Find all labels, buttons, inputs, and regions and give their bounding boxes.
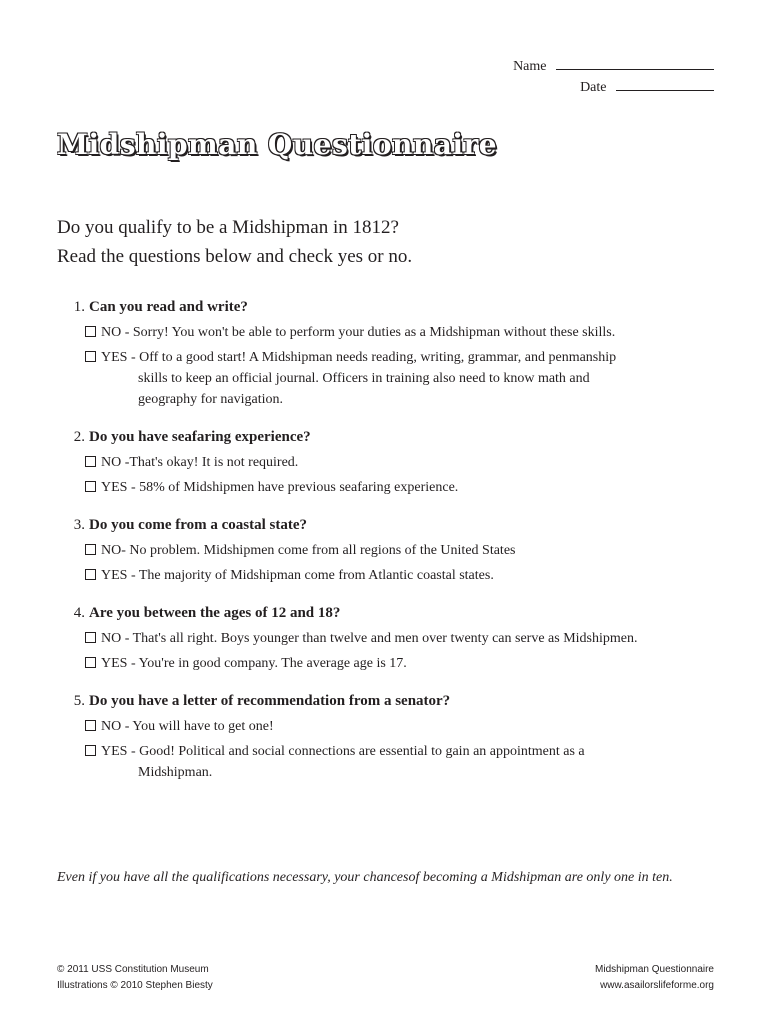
- question-item: [57, 690, 727, 783]
- copyright-line: © 2011 USS Constitution Museum: [57, 964, 209, 975]
- question-text: Do you have seafaring experience?: [89, 429, 311, 445]
- closing-note: Even if you have all the qualifications necessary, your chancesof becoming a Midshipman are only one in ten.: [57, 870, 673, 885]
- question-number: 1.: [73, 299, 85, 315]
- date-label: Date: [580, 80, 607, 95]
- date-field[interactable]: [616, 78, 714, 91]
- website-link[interactable]: www.asailorslifeforme.org: [600, 980, 714, 991]
- question-text: Do you have a letter of recommendation from a senator?: [89, 693, 451, 709]
- intro-line-1: Do you qualify to be a Midshipman in 1812?: [57, 217, 399, 238]
- option-text: YES - 58% of Midshipmen have previous seafaring experience.: [101, 480, 459, 495]
- option-yes: [57, 565, 727, 586]
- option-no: [57, 540, 727, 561]
- option-text: NO -That's okay! It is not required.: [101, 455, 299, 470]
- question-number: 3.: [73, 517, 85, 533]
- illustrations-credit: Illustrations © 2010 Stephen Biesty: [57, 980, 213, 991]
- option-text: NO - That's all right. Boys younger than twelve and men over twenty can serve as Midshipmen.: [101, 631, 638, 646]
- checkbox[interactable]: [85, 326, 96, 337]
- option-text: YES - The majority of Midshipman come from Atlantic coastal states.: [101, 568, 494, 583]
- option-text-line: YES - Off to a good start! A Midshipman needs reading, writing, grammar, and penmanship: [101, 350, 617, 365]
- name-row: [513, 56, 714, 77]
- option-no: [57, 628, 727, 649]
- checkbox[interactable]: [85, 481, 96, 492]
- question-heading: [57, 602, 727, 624]
- option-yes: [57, 347, 727, 410]
- question-heading: [57, 296, 727, 318]
- checkbox[interactable]: [85, 351, 96, 362]
- question-number: 5.: [73, 693, 85, 709]
- checkbox[interactable]: [85, 745, 96, 756]
- name-label: Name: [513, 59, 547, 74]
- date-row: [513, 77, 714, 98]
- option-text-line: YES - Good! Political and social connections are essential to gain an appointment as a: [101, 744, 585, 759]
- option-no: [57, 322, 727, 343]
- option-text: [101, 741, 727, 783]
- option-text: NO - You will have to get one!: [101, 719, 274, 734]
- name-field[interactable]: [556, 57, 714, 70]
- footer-right: [595, 962, 714, 994]
- checkbox[interactable]: [85, 720, 96, 731]
- question-heading: [57, 514, 727, 536]
- option-yes: [57, 741, 727, 783]
- option-yes: [57, 653, 727, 674]
- question-number: 2.: [73, 429, 85, 445]
- option-yes: [57, 477, 727, 498]
- checkbox[interactable]: [85, 632, 96, 643]
- option-no: [57, 716, 727, 737]
- option-text: [101, 347, 727, 410]
- question-item: [57, 514, 727, 586]
- checkbox[interactable]: [85, 657, 96, 668]
- option-text: NO - Sorry! You won't be able to perform your duties as a Midshipman without these skills.: [101, 325, 616, 340]
- question-heading: [57, 690, 727, 712]
- footer-left: [57, 962, 213, 994]
- option-no: [57, 452, 727, 473]
- checkbox[interactable]: [85, 544, 96, 555]
- question-text: Are you between the ages of 12 and 18?: [89, 605, 341, 621]
- checkbox[interactable]: [85, 569, 96, 580]
- question-number: 4.: [73, 605, 85, 621]
- question-list: [57, 296, 727, 799]
- name-date-block: [513, 56, 714, 98]
- intro-line-2: Read the questions below and check yes or no.: [57, 246, 413, 267]
- option-text: YES - You're in good company. The average age is 17.: [101, 656, 407, 671]
- footer-title: Midshipman Questionnaire: [595, 964, 714, 975]
- question-text: Do you come from a coastal state?: [89, 517, 308, 533]
- question-item: [57, 426, 727, 498]
- option-text-line: Midshipman.: [138, 765, 213, 780]
- question-item: [57, 602, 727, 674]
- intro: [57, 213, 412, 271]
- option-text: NO- No problem. Midshipmen come from all regions of the United States: [101, 543, 516, 558]
- checkbox[interactable]: [85, 456, 96, 467]
- option-text-line: geography for navigation.: [138, 392, 284, 407]
- page-title: Midshipman Questionnaire: [57, 128, 498, 161]
- question-text: Can you read and write?: [89, 299, 248, 315]
- option-text-line: skills to keep an official journal. Officers in training also need to know math and: [138, 371, 590, 386]
- question-item: [57, 296, 727, 410]
- question-heading: [57, 426, 727, 448]
